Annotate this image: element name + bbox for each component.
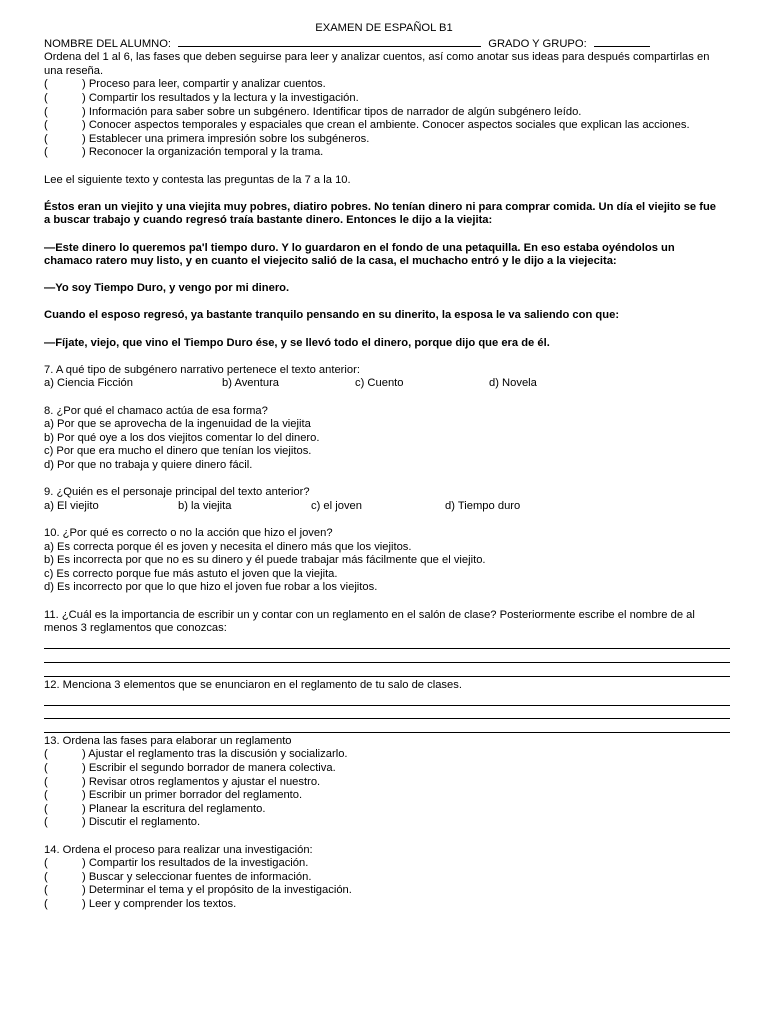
group-label: GRADO Y GRUPO: bbox=[488, 37, 587, 50]
option[interactable]: b) Por qué oye a los dos viejitos comentar lo del dinero. bbox=[44, 431, 320, 444]
q1-list bbox=[44, 78, 724, 160]
option[interactable]: d) Por que no trabaja y quiere dinero fácil. bbox=[44, 459, 253, 471]
option[interactable]: d) Tiempo duro bbox=[445, 499, 521, 512]
student-name-label: NOMBRE DEL ALUMNO: bbox=[44, 37, 172, 50]
option[interactable]: c) Por que era mucho el dinero que tenían los viejitos. bbox=[44, 445, 312, 458]
list-item: ( ) Escribir el segundo borrador de manera colectiva. bbox=[44, 762, 336, 775]
option[interactable]: d) Es incorrecto por que lo que hizo el joven fue robar a los viejitos. bbox=[44, 581, 378, 594]
list-item: ( ) Escribir un primer borrador del reglamento. bbox=[44, 789, 303, 802]
answer-line[interactable] bbox=[44, 719, 730, 733]
reading-instruction: Lee el siguiente texto y contesta las preguntas de la 7 a la 10. bbox=[44, 173, 351, 186]
answer-line[interactable] bbox=[44, 706, 730, 720]
list-item: ( ) Proceso para leer, compartir y analizar cuentos. bbox=[44, 78, 326, 91]
option[interactable]: c) Cuento bbox=[355, 377, 404, 390]
q8-question: 8. ¿Por qué el chamaco actúa de esa forma? bbox=[44, 404, 268, 417]
list-item: ( ) Información para saber sobre un subgénero. Identificar tipos de narrador de algún subgénero leído. bbox=[44, 105, 582, 118]
list-item: ( ) Determinar el tema y el propósito de la investigación. bbox=[44, 884, 352, 897]
student-info-row bbox=[44, 36, 724, 52]
exam-page bbox=[44, 22, 724, 912]
answer-blank[interactable]: ( bbox=[44, 78, 48, 91]
answer-blank[interactable]: ( bbox=[44, 91, 48, 104]
reading-paragraph: Cuando el esposo regresó, ya bastante tranquilo pensando en su dinerito, la esposa le va saliendo con que: bbox=[44, 309, 620, 322]
list-item: ( ) Buscar y seleccionar fuentes de información. bbox=[44, 870, 312, 883]
answer-blank[interactable]: ( bbox=[44, 898, 48, 910]
q9-question: 9. ¿Quién es el personaje principal del texto anterior? bbox=[44, 486, 310, 499]
answer-line[interactable] bbox=[44, 663, 730, 677]
option[interactable]: a) Por que se aprovecha de la ingenuidad de la viejita bbox=[44, 418, 311, 431]
list-item: ( ) Leer y comprender los textos. bbox=[44, 898, 237, 910]
answer-blank[interactable]: ( bbox=[44, 775, 48, 788]
q7-question: 7. A qué tipo de subgénero narrativo pertenece el texto anterior: bbox=[44, 363, 360, 376]
answer-blank[interactable]: ( bbox=[44, 857, 48, 870]
option[interactable]: c) Es correcto porque fue más astuto el joven que la viejita. bbox=[44, 567, 338, 580]
answer-blank[interactable]: ( bbox=[44, 802, 48, 815]
answer-line[interactable] bbox=[44, 692, 730, 706]
option[interactable]: b) Aventura bbox=[222, 377, 280, 390]
answer-blank[interactable]: ( bbox=[44, 816, 48, 829]
exam-title: EXAMEN DE ESPAÑOL B1 bbox=[315, 22, 453, 34]
student-name-field[interactable] bbox=[178, 36, 481, 47]
answer-blank[interactable]: ( bbox=[44, 105, 48, 118]
reading-paragraph: —Fíjate, viejo, que vino el Tiempo Duro ése, y se llevó todo el dinero, porque dijo que era de él. bbox=[44, 336, 550, 349]
answer-line[interactable] bbox=[44, 649, 730, 663]
answer-blank[interactable]: ( bbox=[44, 884, 48, 897]
q13-question: 13. Ordena las fases para elaborar un reglamento bbox=[44, 734, 292, 747]
answer-blank[interactable]: ( bbox=[44, 789, 48, 802]
option[interactable]: b) la viejita bbox=[178, 499, 232, 512]
reading-paragraph: —Yo soy Tiempo Duro, y vengo por mi dinero. bbox=[44, 282, 290, 295]
answer-blank[interactable]: ( bbox=[44, 748, 48, 761]
q9-options bbox=[44, 500, 724, 514]
option[interactable]: b) Es incorrecta por que no es su dinero y él puede trabajar más fácilmente que el viejito. bbox=[44, 554, 486, 567]
list-item: ( ) Revisar otros reglamentos y ajustar el nuestro. bbox=[44, 775, 321, 788]
list-item: ( ) Reconocer la organización temporal y la trama. bbox=[44, 146, 324, 159]
answer-blank[interactable]: ( bbox=[44, 146, 48, 159]
option[interactable]: d) Novela bbox=[489, 377, 537, 390]
option[interactable]: a) Es correcta porque él es joven y necesita el dinero más que los viejitos. bbox=[44, 540, 412, 553]
list-item: ( ) Compartir los resultados de la investigación. bbox=[44, 857, 309, 870]
q10-question: 10. ¿Por qué es correcto o no la acción que hizo el joven? bbox=[44, 526, 333, 539]
option[interactable]: c) el joven bbox=[311, 499, 362, 512]
list-item: ( ) Compartir los resultados y la lectura y la investigación. bbox=[44, 91, 359, 104]
list-item: ( ) Discutir el reglamento. bbox=[44, 816, 201, 829]
reading-paragraph: Éstos eran un viejito y una viejita muy pobres, diatiro pobres. No tenían dinero ni para comprar comida. Un día el viejito se fue a buscar trabajo y cuando regresó traía bastante dinero. Entonces le dijo a la viejita: bbox=[44, 200, 717, 227]
q1-intro: Ordena del 1 al 6, las fases que deben seguirse para leer y analizar cuentos, así como anotar sus ideas para después compartirlas en una reseña. bbox=[44, 51, 710, 77]
option[interactable]: a) El viejito bbox=[44, 499, 99, 512]
answer-line[interactable] bbox=[44, 636, 730, 650]
list-item: ( ) Ajustar el reglamento tras la discusión y socializarlo. bbox=[44, 748, 348, 761]
list-item: ( ) Establecer una primera impresión sobre los subgéneros. bbox=[44, 132, 370, 145]
group-field[interactable] bbox=[594, 36, 650, 47]
answer-blank[interactable]: ( bbox=[44, 870, 48, 883]
q14-question: 14. Ordena el proceso para realizar una investigación: bbox=[44, 843, 313, 856]
answer-blank[interactable]: ( bbox=[44, 119, 48, 132]
q12-question: 12. Menciona 3 elementos que se enunciaron en el reglamento de tu salo de clases. bbox=[44, 678, 462, 691]
answer-blank[interactable]: ( bbox=[44, 762, 48, 775]
q11-question: 11. ¿Cuál es la importancia de escribir un y contar con un reglamento en el salón de clase? Posteriormente escribe el nombre de al menos 3 reglamentos que conozcas: bbox=[44, 608, 695, 635]
answer-blank[interactable]: ( bbox=[44, 132, 48, 145]
list-item: ( ) Conocer aspectos temporales y espaciales que crean el ambiente. Conocer aspectos sociales que explican las acciones. bbox=[44, 119, 690, 132]
option[interactable]: a) Ciencia Ficción bbox=[44, 377, 133, 390]
reading-paragraph: —Este dinero lo queremos pa'l tiempo duro. Y lo guardaron en el fondo de una petaquilla. En eso estaba oyéndolos un chamaco ratero muy listo, y en cuanto el viejecito salió de la casa, el muchacho entró y le dijo a la viejecita: bbox=[44, 241, 675, 268]
list-item: ( ) Planear la escritura del reglamento. bbox=[44, 802, 266, 815]
q7-options bbox=[44, 377, 724, 391]
